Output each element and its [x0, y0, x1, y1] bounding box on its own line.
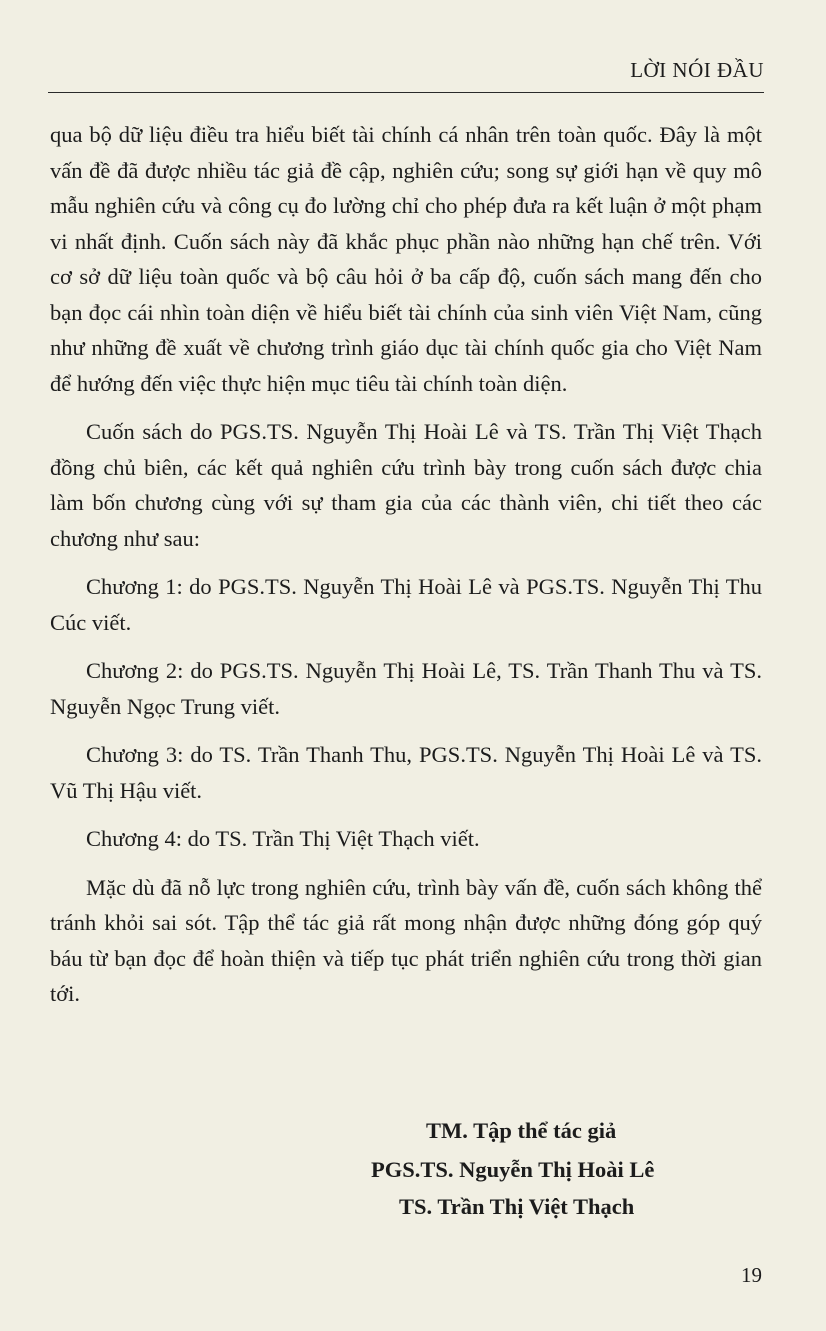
paragraph-chapter-3: Chương 3: do TS. Trần Thanh Thu, PGS.TS. Nguyễn Thị Hoài Lê và TS. Vũ Thị Hậu viết.: [50, 742, 762, 803]
signature-line-1: TM. Tập thể tác giả: [426, 1118, 617, 1143]
signature-line-3: TS. Trần Thị Việt Thạch: [399, 1194, 635, 1219]
paragraph-closing: Mặc dù đã nỗ lực trong nghiên cứu, trình bày vấn đề, cuốn sách không thể tránh khỏi sai sót. Tập thể tác giả rất mong nhận được những đóng góp quý báu từ bạn đọc để hoàn thiện và tiếp tục phát triển nghiên cứu trong thời gian tới.: [50, 874, 762, 1006]
paragraph-chapter-2: Chương 2: do PGS.TS. Nguyễn Thị Hoài Lê, TS. Trần Thanh Thu và TS. Nguyễn Ngọc Trung viết.: [50, 658, 762, 719]
body-text: [50, 117, 762, 1012]
paragraph-chapter-1: Chương 1: do PGS.TS. Nguyễn Thị Hoài Lê và PGS.TS. Nguyễn Thị Thu Cúc viết.: [50, 574, 762, 635]
paragraph-chapter-4: Chương 4: do TS. Trần Thị Việt Thạch viết.: [86, 826, 480, 851]
running-header-title: LỜI NÓI ĐẦU: [630, 58, 764, 82]
page-number: 19: [741, 1263, 762, 1287]
paragraph-intro-continued: qua bộ dữ liệu điều tra hiểu biết tài chính cá nhân trên toàn quốc. Đây là một vấn đề đã được nhiều tác giả đề cập, nghiên cứu; song sự giới hạn về quy mô mẫu nghiên cứu và công cụ đo lường chỉ cho phép đưa ra kết luận ở một phạm vi nhất định. Cuốn sách này đã khắc phục phần nào những hạn chế trên. Với cơ sở dữ liệu toàn quốc và bộ câu hỏi ở ba cấp độ, cuốn sách mang đến cho bạn đọc cái nhìn toàn diện về hiểu biết tài chính của sinh viên Việt Nam, cũng như những đề xuất về chương trình giáo dục tài chính quốc gia cho Việt Nam để hướng đến việc thực hiện mục tiêu tài chính toàn diện.: [50, 122, 762, 396]
paragraph-editors: Cuốn sách do PGS.TS. Nguyễn Thị Hoài Lê và TS. Trần Thị Việt Thạch đồng chủ biên, các kết quả nghiên cứu trình bày trong cuốn sách được chia làm bốn chương cùng với sự tham gia của các thành viên, chi tiết theo các chương như sau:: [50, 419, 762, 551]
header-rule: [48, 92, 764, 93]
signature-line-2: PGS.TS. Nguyễn Thị Hoài Lê: [371, 1157, 655, 1182]
